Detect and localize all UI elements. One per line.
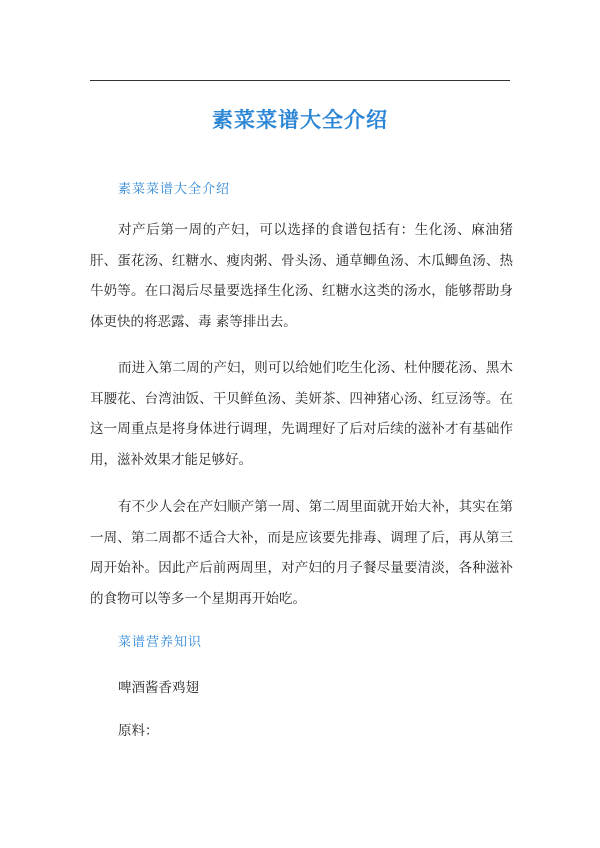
ingredients-label: 原料：	[118, 723, 159, 739]
section-heading-nutrition: 菜谱营养知识	[118, 635, 203, 650]
paragraph: 对产后第一周的产妇，可以选择的食谱包括有：生化汤、麻油猪肝、蛋花汤、红糖水、瘦肉粥、骨头汤、通草鲫鱼汤、木瓜鲫鱼汤、热牛奶等。在口渴后尽量要选择生化汤、红糖水这类的汤水，能够帮助身体更快的将恶露、毒 素等排出去。	[90, 222, 513, 330]
document-title: 素菜菜谱大全介绍	[212, 108, 388, 132]
paragraph: 而进入第二周的产妇，则可以给她们吃生化汤、杜仲腰花汤、黑木耳腰花、台湾油饭、干贝鲜鱼汤、美妍茶、四神猪心汤、红豆汤等。在这一周重点是将身体进行调理，先调理好了后对后续的滋补才有基础作用，滋补效果才能足够好。	[90, 360, 513, 468]
paragraph: 有不少人会在产妇顺产第一周、第二周里面就开始大补，其实在第一周、第二周都不适合大补，而是应该要先排毒、调理了后，再从第三周开始补。因此产后前两周里，对产妇的月子餐尽量要清淡，各种滋补的食物可以等多一个星期再开始吃。	[90, 499, 513, 607]
top-divider	[90, 80, 510, 81]
recipe-name: 啤酒酱香鸡翅	[118, 680, 199, 696]
section-heading-intro: 素菜菜谱大全介绍	[118, 182, 231, 197]
